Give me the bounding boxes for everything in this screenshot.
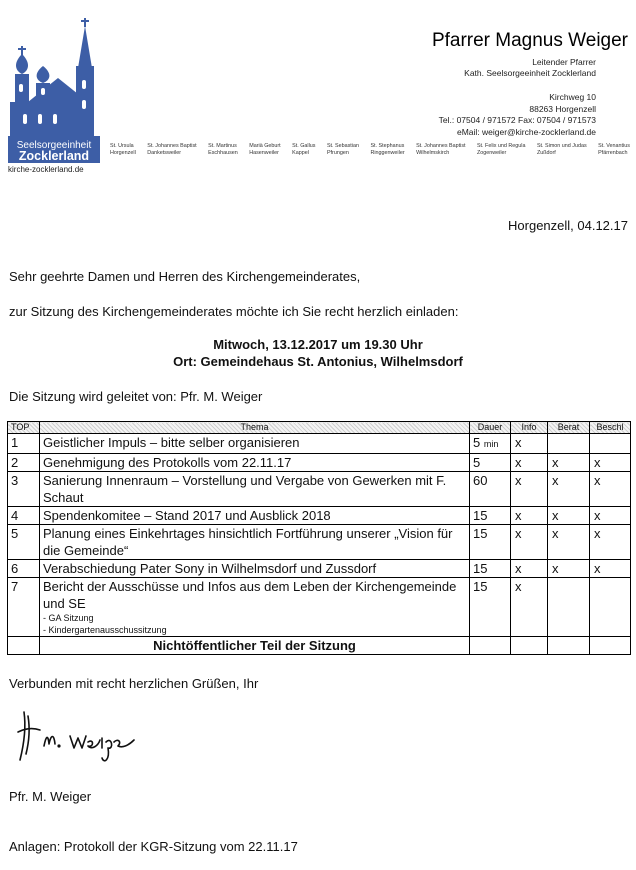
agenda-berat — [548, 578, 590, 637]
agenda-nr: 3 — [8, 472, 40, 507]
agenda-nr: 4 — [8, 507, 40, 525]
agenda-beschl: x — [590, 525, 631, 560]
agenda-berat: x — [548, 560, 590, 578]
agenda-nr: 2 — [8, 454, 40, 472]
agenda-topic: Genehmigung des Protokolls vom 22.11.17 — [40, 454, 470, 472]
agenda-topic-text: Bericht der Ausschüsse und Infos aus dem Leben der Kirchengemeinde und SE — [43, 579, 457, 611]
duration-unit: min — [483, 439, 499, 449]
parish-item: St. Gallus Kappel — [292, 143, 316, 156]
phone-fax: Tel.: 07504 / 971572 Fax: 07504 / 971573 — [438, 115, 596, 125]
parish-list — [110, 143, 630, 157]
parish-item: St. Sebastian Pfrungen — [326, 143, 360, 156]
agenda-nonpublic-row — [8, 637, 631, 655]
agenda-nr: 7 — [8, 578, 40, 637]
address-street: Kirchweg 10 — [549, 92, 596, 102]
agenda-info: x — [511, 507, 548, 525]
agenda-info: x — [511, 560, 548, 578]
agenda-berat: x — [548, 454, 590, 472]
agenda-subitem: - GA Sitzung — [43, 613, 94, 623]
salutation: Sehr geehrte Damen und Herren des Kirchengemeinderates, — [9, 269, 361, 284]
agenda-table — [7, 421, 631, 655]
parish-item: St. Simon und Judas Zußdorf — [536, 143, 587, 156]
agenda-duration: 15 — [470, 525, 511, 560]
agenda-header-row — [8, 422, 631, 434]
agenda-nr: 6 — [8, 560, 40, 578]
agenda-berat: x — [548, 472, 590, 507]
parish-item: St. Johannes Baptist Wilhelmskirch — [416, 143, 466, 156]
agenda-info: x — [511, 472, 548, 507]
col-header-berat: Berat — [548, 422, 590, 434]
meeting-leader: Die Sitzung wird geleitet von: Pfr. M. Weiger — [9, 389, 263, 404]
agenda-duration: 5 — [470, 454, 511, 472]
parish-item: St. Venantius Pfärrenbach — [598, 143, 630, 156]
agenda-row — [8, 472, 631, 507]
agenda-nr: 5 — [8, 525, 40, 560]
pastor-name: Pfarrer Magnus Weiger — [431, 30, 628, 51]
agenda-beschl — [590, 434, 631, 454]
parish-item: St. Stephanus Ringgenweiler — [370, 143, 405, 156]
email[interactable]: eMail: weiger@kirche-zocklerland.de — [456, 127, 596, 137]
agenda-row — [8, 560, 631, 578]
parish-item: St. Martinus Eschhausen — [208, 143, 238, 156]
col-header-beschl: Beschl — [590, 422, 631, 434]
agenda-row — [8, 578, 631, 637]
agenda-topic: Sanierung Innenraum – Vorstellung und Vergabe von Gewerken mit F. Schaut — [40, 472, 470, 507]
nonpublic-section-label: Nichtöffentlicher Teil der Sitzung — [40, 637, 470, 655]
attachments-note: Anlagen: Protokoll der KGR-Sitzung vom 22.11.17 — [9, 839, 298, 854]
address-city: 88263 Horgenzell — [529, 104, 596, 114]
logo-url[interactable]: kirche-zocklerland.de — [8, 165, 84, 174]
agenda-topic — [40, 578, 470, 637]
agenda-row — [8, 434, 631, 454]
agenda-info: x — [511, 454, 548, 472]
logo-text-line2: Zocklerland — [18, 149, 90, 163]
agenda-berat: x — [548, 525, 590, 560]
agenda-duration: 15 — [470, 560, 511, 578]
agenda-nr: 1 — [8, 434, 40, 454]
parish-item: St. Johannes Baptist Danketsweiler — [147, 143, 197, 156]
agenda-info: x — [511, 578, 548, 637]
agenda-beschl: x — [590, 507, 631, 525]
agenda-row — [8, 454, 631, 472]
logo-text-line1: Seelsorgeeinheit — [16, 140, 92, 151]
agenda-row — [8, 507, 631, 525]
parish-item: St. Ursula Horgenzell — [110, 143, 136, 156]
col-header-dauer: Dauer — [470, 422, 511, 434]
agenda-duration: 5 min — [470, 434, 511, 454]
signer-name: Pfr. M. Weiger — [9, 789, 92, 804]
agenda-duration: 15 — [470, 507, 511, 525]
agenda-topic: Planung eines Einkehrtages hinsichtlich Fortführung unserer „Vision für die Gemeinde“ — [40, 525, 470, 560]
agenda-beschl: x — [590, 454, 631, 472]
parish-logo — [8, 18, 100, 163]
parish-item: St. Felix und Regula Zogenweiler — [476, 143, 526, 156]
col-header-top: TOP — [8, 422, 40, 434]
meeting-place: Ort: Gemeindehaus St. Antonius, Wilhelmsdorf — [173, 354, 463, 369]
pastoral-unit: Kath. Seelsorgeeinheit Zocklerland — [464, 68, 596, 78]
agenda-beschl: x — [590, 560, 631, 578]
pastor-role: Leitender Pfarrer — [532, 57, 596, 67]
agenda-topic: Verabschiedung Pater Sony in Wilhelmsdorf und Zussdorf — [40, 560, 470, 578]
agenda-topic: Geistlicher Impuls – bitte selber organisieren — [40, 434, 470, 454]
agenda-duration: 60 — [470, 472, 511, 507]
col-header-info: Info — [511, 422, 548, 434]
agenda-info: x — [511, 434, 548, 454]
agenda-berat — [548, 434, 590, 454]
closing-greeting: Verbunden mit recht herzlichen Grüßen, Ihr — [9, 676, 259, 691]
handwritten-signature — [14, 706, 144, 766]
meeting-date: Mitwoch, 13.12.2017 um 19.30 Uhr — [213, 337, 423, 352]
invitation-text: zur Sitzung des Kirchengemeinderates möchte ich Sie recht herzlich einladen: — [9, 304, 459, 319]
agenda-info: x — [511, 525, 548, 560]
agenda-berat: x — [548, 507, 590, 525]
parish-item: Mariä Geburt Hasenweiler — [249, 143, 281, 156]
agenda-topic: Spendenkomitee – Stand 2017 und Ausblick 2018 — [40, 507, 470, 525]
agenda-beschl: x — [590, 472, 631, 507]
agenda-subitem: - Kindergartenausschussitzung — [43, 625, 167, 635]
agenda-beschl — [590, 578, 631, 637]
agenda-duration: 15 — [470, 578, 511, 637]
col-header-thema: Thema — [40, 422, 470, 434]
letter-date: Horgenzell, 04.12.17 — [508, 218, 628, 233]
agenda-row — [8, 525, 631, 560]
